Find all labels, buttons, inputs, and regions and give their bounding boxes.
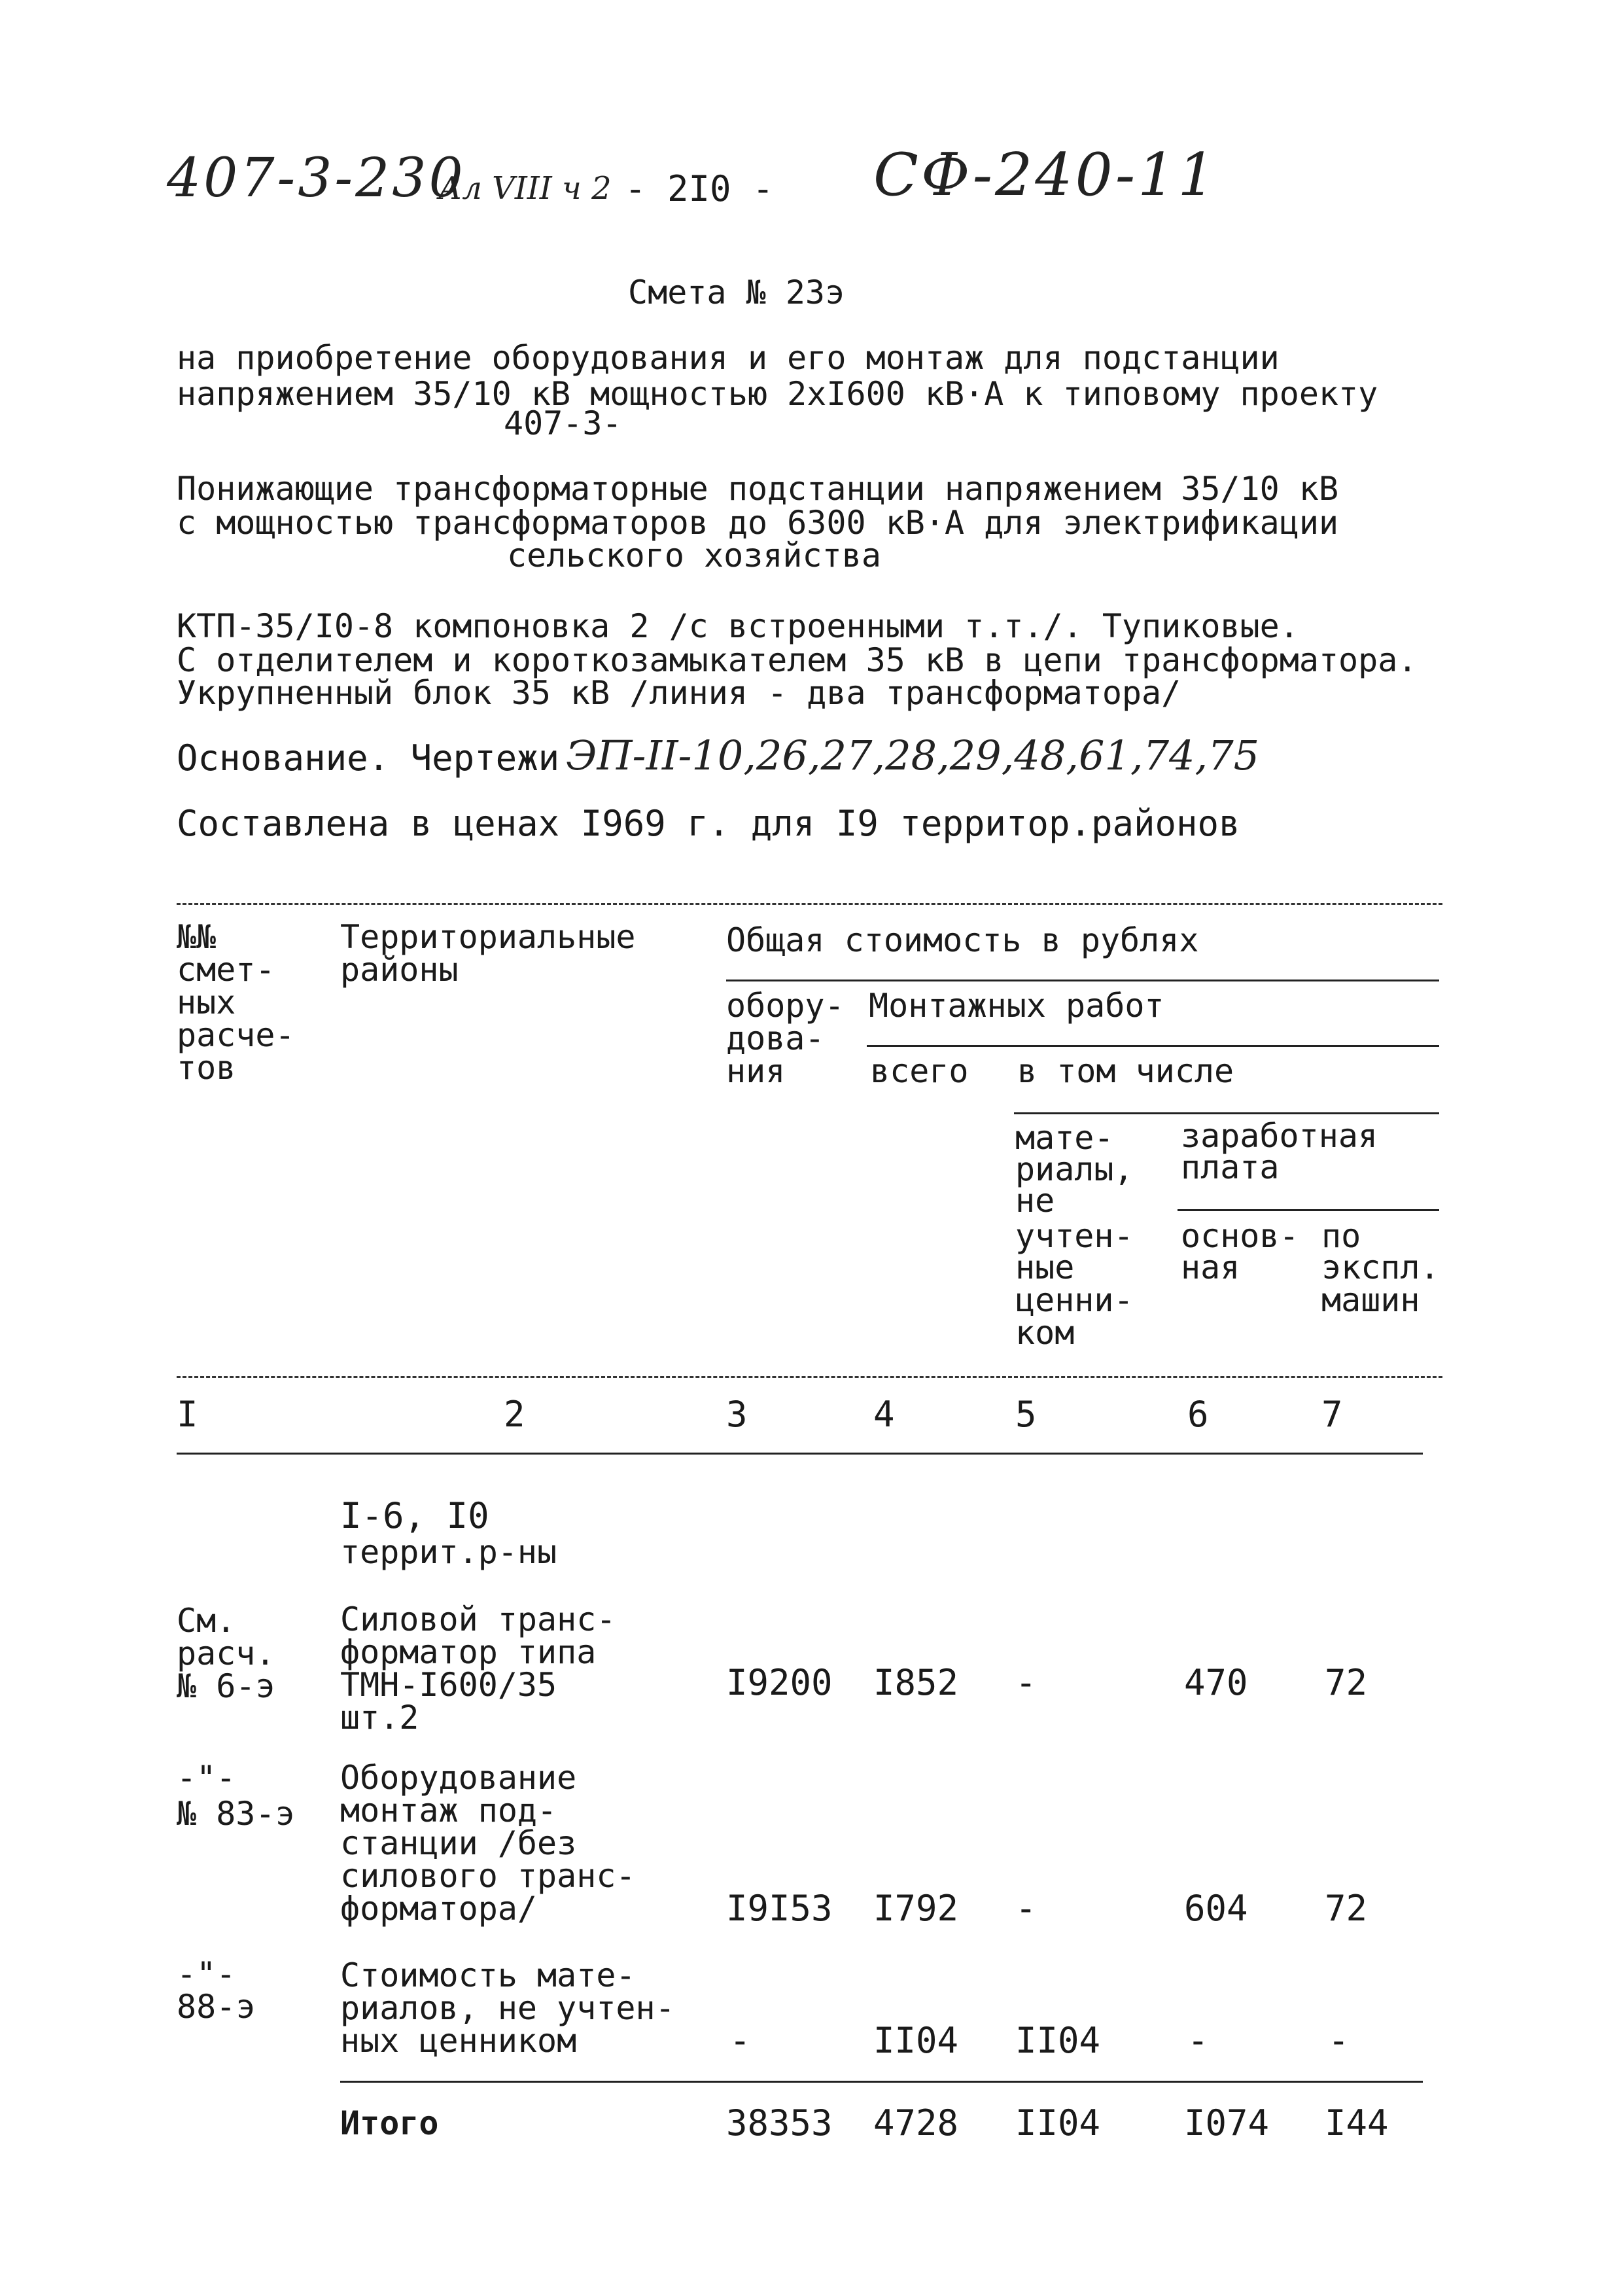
table-row-install-total: I792 xyxy=(873,1888,959,1929)
table-row-ref: расч. xyxy=(177,1634,275,1672)
wages-machines-header-1: по xyxy=(1321,1217,1361,1255)
total-install: 4728 xyxy=(873,2102,959,2144)
column-number-5: 5 xyxy=(1015,1394,1037,1435)
materials-header-1: мате- xyxy=(1015,1119,1114,1157)
table-row-name: риалов, не учтен- xyxy=(340,1989,675,2027)
table-row-wages-machines: - xyxy=(1328,2020,1350,2061)
materials-header-2: риалы, xyxy=(1015,1150,1134,1188)
ktp-line-2: С отделителем и короткозамыкателем 35 кВ в цепи трансформатора. xyxy=(177,641,1418,679)
column-number-1: I xyxy=(177,1394,198,1435)
col1-header-3: ных xyxy=(177,983,236,1021)
rule-under-total-cost xyxy=(726,980,1439,981)
compiled-note: Составлена в ценах I969 г. для I9 территор.районов xyxy=(177,803,1240,844)
materials-header-4: учтен- xyxy=(1015,1217,1134,1255)
wages-header: заработная плата xyxy=(1181,1117,1378,1186)
intro-line-2: напряжением 35/10 кВ мощностью 2хI600 кВ·А к типовому проекту xyxy=(177,375,1378,413)
ktp-line-3: Укрупненный блок 35 кВ /линия - два трансформатора/ xyxy=(177,674,1181,712)
wages-main-header-1: основ- xyxy=(1181,1217,1299,1255)
table-row-wages-main: 470 xyxy=(1184,1662,1248,1703)
table-row-name: Силовой транс- xyxy=(340,1600,616,1638)
table-row-name: ТМН-I600/35 xyxy=(340,1666,557,1704)
table-row-name: Оборудование xyxy=(340,1759,577,1797)
materials-header-3: не xyxy=(1015,1182,1055,1220)
group-label-2: террит.р-ны xyxy=(340,1533,557,1571)
table-row-wages-main: 604 xyxy=(1184,1888,1248,1929)
total-rule xyxy=(340,2081,1423,2083)
table-row-equipment: - xyxy=(729,2020,751,2061)
handwritten-album: Ал VIII ч 2 xyxy=(438,170,612,207)
wages-machines-header-2: экспл. xyxy=(1321,1248,1440,1286)
total-cost-header: Общая стоимость в рублях xyxy=(726,921,1199,959)
column-number-7: 7 xyxy=(1321,1394,1343,1435)
table-row-name: станции /без xyxy=(340,1824,577,1862)
intro-line-3: 407-3- xyxy=(504,404,622,442)
description-line-1: Понижающие трансформаторные подстанции напряжением 35/10 кВ xyxy=(177,470,1339,508)
column-number-3: 3 xyxy=(726,1394,748,1435)
table-row-ref: -"- xyxy=(177,1759,236,1797)
wages-main-header-2: ная xyxy=(1181,1248,1240,1286)
table-row-materials: - xyxy=(1015,1888,1037,1929)
total-wages-main: I074 xyxy=(1184,2102,1270,2144)
header-bottom-rule xyxy=(177,1376,1442,1378)
table-row-equipment: I9I53 xyxy=(726,1888,833,1929)
col2-header-1: Территориальные xyxy=(340,918,636,956)
description-line-3: сельского хозяйства xyxy=(507,537,881,574)
table-row-name: форматор типа xyxy=(340,1633,597,1671)
handwritten-project-code: 407-3-230 xyxy=(167,147,466,209)
table-row-ref: См. xyxy=(177,1602,236,1640)
table-row-install-total: I852 xyxy=(873,1662,959,1703)
table-top-rule xyxy=(177,903,1442,905)
equipment-header-2: дова- xyxy=(726,1019,825,1057)
table-row-ref: -"- xyxy=(177,1955,236,1993)
col1-header-4: расче- xyxy=(177,1016,295,1054)
install-total-header: всего xyxy=(870,1052,969,1090)
rule-under-wages xyxy=(1178,1209,1439,1211)
table-row-ref: 88-э xyxy=(177,1988,256,2026)
description-line-2: с мощностью трансформаторов до 6300 кВ·А для электрификации xyxy=(177,504,1339,542)
total-equipment: 38353 xyxy=(726,2102,833,2144)
column-number-2: 2 xyxy=(504,1394,525,1435)
total-materials: II04 xyxy=(1015,2102,1101,2144)
basis-drawings: ЭП-II-10,26,27,28,29,48,61,74,75 xyxy=(566,732,1260,779)
materials-header-5: ные xyxy=(1015,1248,1075,1286)
table-row-wages-machines: 72 xyxy=(1325,1662,1368,1703)
table-row-ref: № 6-э xyxy=(177,1667,275,1705)
col1-header-1: №№ xyxy=(177,918,217,956)
materials-header-6: ценни- xyxy=(1015,1281,1134,1319)
table-row-name: монтаж под- xyxy=(340,1792,557,1829)
table-row-equipment: I9200 xyxy=(726,1662,833,1703)
materials-header-7: ком xyxy=(1015,1314,1075,1352)
col1-header-5: тов xyxy=(177,1049,236,1087)
smeta-title: Смета № 23э xyxy=(628,274,845,311)
ktp-line-1: КТП-35/I0-8 компоновка 2 /с встроенными т.т./. Тупиковые. xyxy=(177,607,1299,645)
table-row-wages-main: - xyxy=(1187,2020,1209,2061)
table-row-ref: № 83-э xyxy=(177,1795,295,1833)
column-number-4: 4 xyxy=(873,1394,895,1435)
table-row-name: ных ценником xyxy=(340,2022,577,2060)
col2-header-2: районы xyxy=(340,951,459,989)
total-wages-machines: I44 xyxy=(1325,2102,1389,2144)
table-row-wages-machines: 72 xyxy=(1325,1888,1368,1929)
table-row-name: Стоимость мате- xyxy=(340,1956,636,1994)
table-row-name: форматора/ xyxy=(340,1890,538,1928)
wages-machines-header-3: машин xyxy=(1321,1281,1420,1319)
basis-label: Основание. Чертежи xyxy=(177,737,560,779)
rule-under-including xyxy=(1014,1112,1439,1114)
col1-header-2: смет- xyxy=(177,951,275,989)
total-label: Итого xyxy=(340,2104,439,2142)
table-row-materials: - xyxy=(1015,1662,1037,1703)
column-number-6: 6 xyxy=(1187,1394,1209,1435)
table-row-name: шт.2 xyxy=(340,1699,419,1737)
page-number: - 2I0 - xyxy=(625,168,774,209)
column-number-rule xyxy=(177,1453,1423,1455)
including-header: в том числе xyxy=(1017,1052,1234,1090)
intro-line-1: на приобретение оборудования и его монтаж для подстанции xyxy=(177,339,1280,377)
table-row-materials: II04 xyxy=(1015,2020,1101,2061)
table-row-name: силового транс- xyxy=(340,1857,636,1895)
table-row-install-total: II04 xyxy=(873,2020,959,2061)
handwritten-drawing-code: СФ-240-11 xyxy=(873,141,1218,209)
install-header: Монтажных работ xyxy=(869,987,1164,1025)
equipment-header-1: обору- xyxy=(726,987,845,1025)
rule-under-install xyxy=(867,1045,1439,1047)
equipment-header-3: ния xyxy=(726,1052,786,1090)
group-label-1: I-6, I0 xyxy=(340,1495,489,1536)
